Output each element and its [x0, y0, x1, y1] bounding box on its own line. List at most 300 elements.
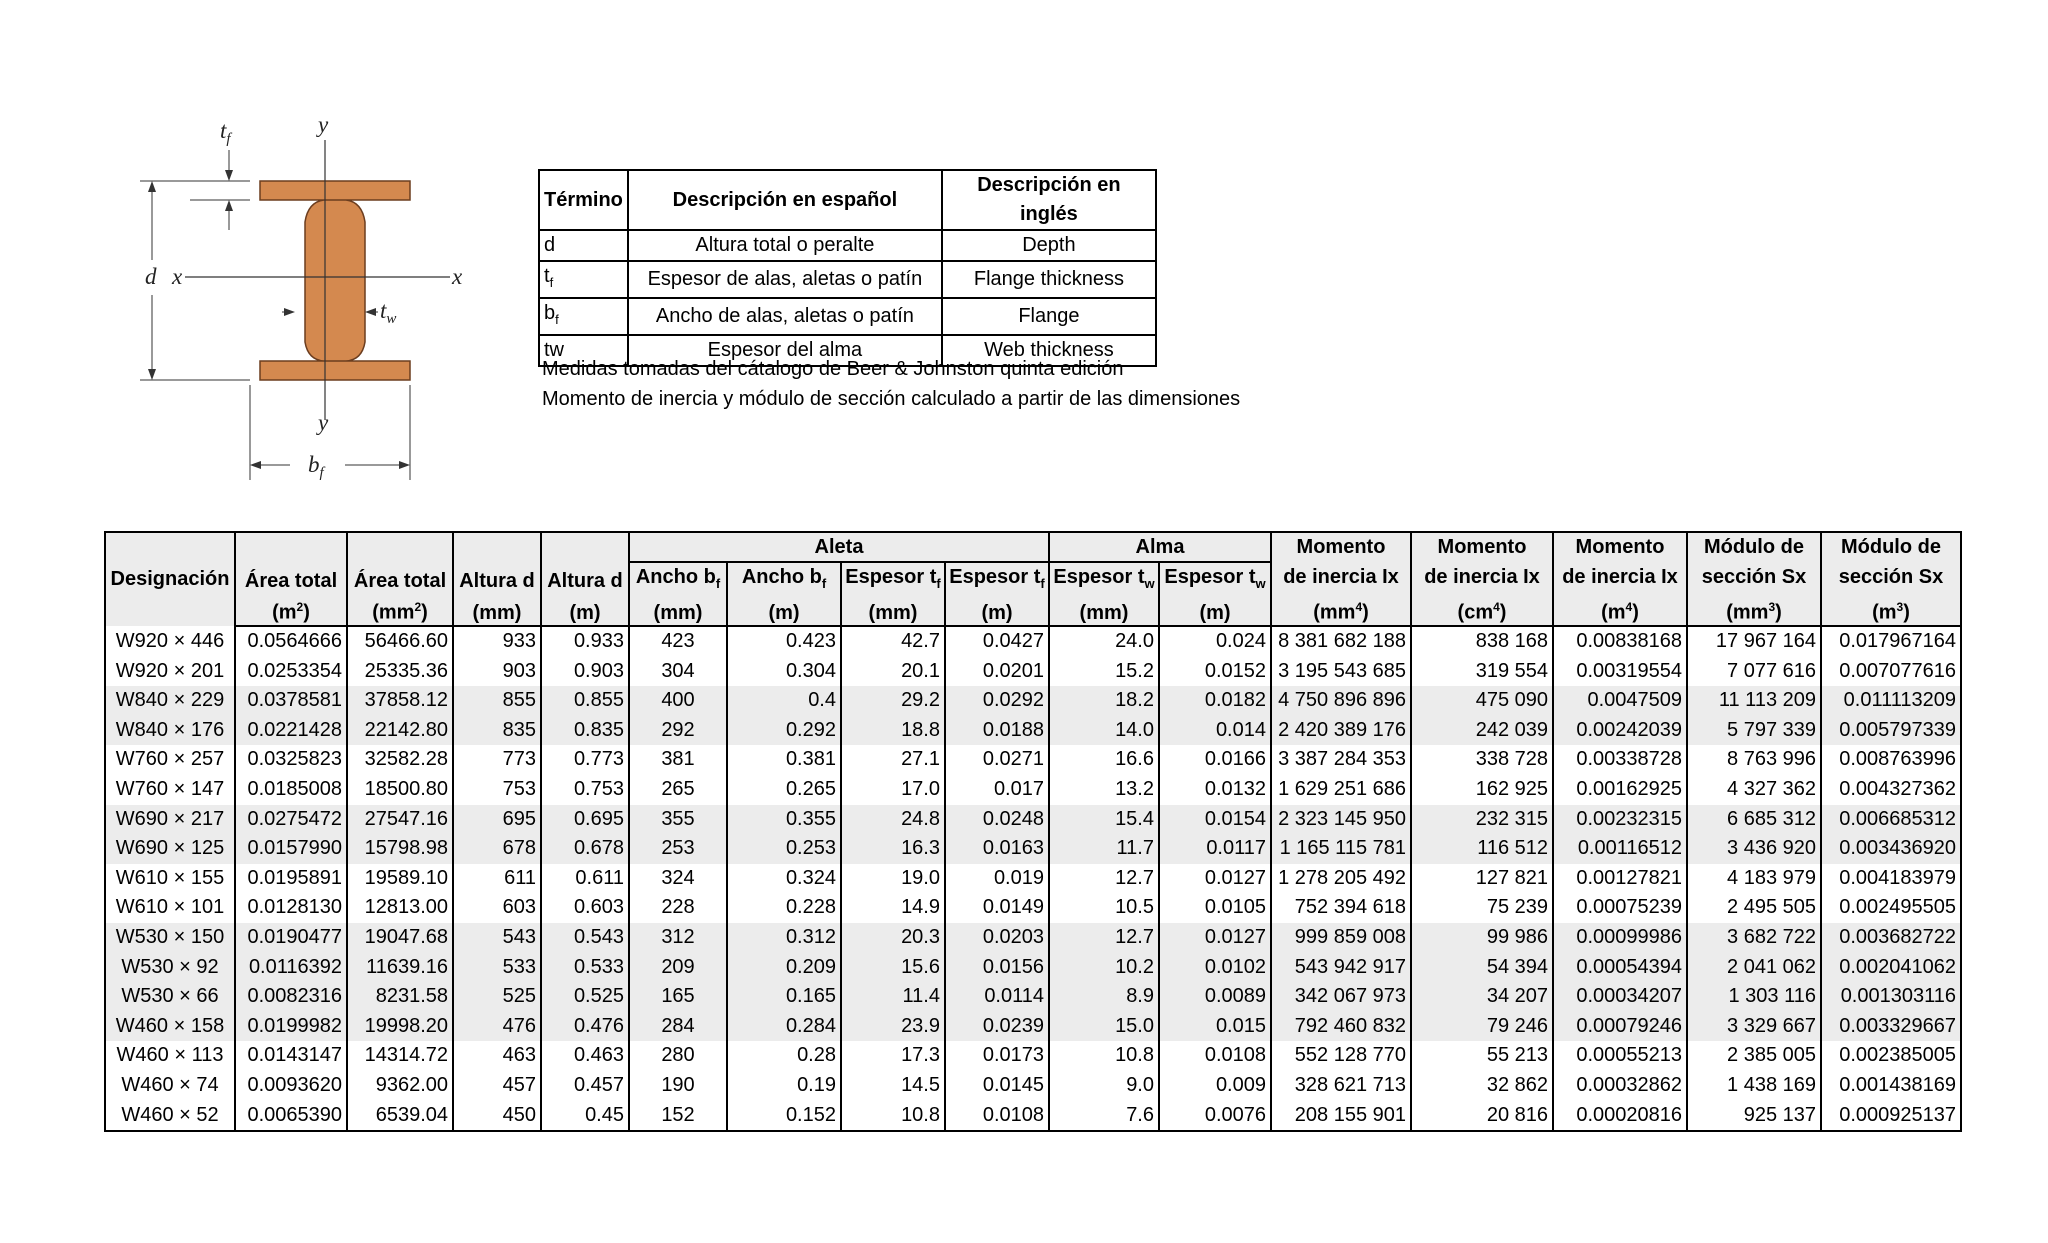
cell-espesor-f-m: 0.0427 — [945, 626, 1049, 657]
cell-espesor-f-mm: 14.9 — [841, 893, 945, 923]
cell-altura-m: 0.525 — [541, 982, 629, 1012]
cell-sx-mm3: 4 327 362 — [1687, 775, 1821, 805]
cell-ix-mm4: 1 165 115 781 — [1271, 834, 1411, 864]
cell-ix-m4: 0.00075239 — [1553, 893, 1687, 923]
cell-espesor-f-mm: 17.0 — [841, 775, 945, 805]
term-es-cell: Espesor de alas, aletas o patín — [628, 261, 942, 298]
cell-espesor-f-m: 0.0149 — [945, 893, 1049, 923]
term-es-cell: Espesor del alma — [628, 335, 942, 366]
table-row — [105, 626, 1961, 657]
header-area-m2: Área total — [235, 532, 347, 593]
cell-espesor-f-m: 0.0248 — [945, 805, 1049, 835]
term-cell: tw — [539, 335, 628, 366]
cell-altura-m: 0.753 — [541, 775, 629, 805]
cell-altura-m: 0.476 — [541, 1012, 629, 1042]
cell-ix-m4: 0.00319554 — [1553, 657, 1687, 687]
header-sx-m3-a: Módulo de — [1821, 532, 1961, 562]
table-row — [105, 775, 1961, 805]
cell-espesor-w-m: 0.015 — [1159, 1012, 1271, 1042]
cell-ix-mm4: 328 621 713 — [1271, 1071, 1411, 1101]
cell-altura-m: 0.457 — [541, 1071, 629, 1101]
cell-ix-mm4: 208 155 901 — [1271, 1101, 1411, 1132]
term-en-cell: Flange — [942, 298, 1156, 335]
cell-espesor-f-m: 0.0173 — [945, 1041, 1049, 1071]
cell-area-mm2: 37858.12 — [347, 686, 453, 716]
cell-ancho-mm: 284 — [629, 1012, 727, 1042]
cell-espesor-f-mm: 24.8 — [841, 805, 945, 835]
cell-ix-cm4: 79 246 — [1411, 1012, 1553, 1042]
cell-ancho-m: 0.381 — [727, 745, 841, 775]
cell-ix-cm4: 242 039 — [1411, 716, 1553, 746]
header-ix-cm4-b: de inercia Ix — [1411, 562, 1553, 593]
cell-area-mm2: 56466.60 — [347, 626, 453, 657]
terms-row — [539, 298, 1156, 335]
cell-sx-m3: 0.002495505 — [1821, 893, 1961, 923]
cell-altura-m: 0.603 — [541, 893, 629, 923]
cell-sx-m3: 0.003682722 — [1821, 923, 1961, 953]
cell-espesor-w-mm: 14.0 — [1049, 716, 1159, 746]
cell-altura-mm: 933 — [453, 626, 541, 657]
cell-sx-m3: 0.007077616 — [1821, 657, 1961, 687]
cell-espesor-w-m: 0.0117 — [1159, 834, 1271, 864]
terms-header-es: Descripción en español — [628, 170, 942, 230]
term-en-cell: Web thickness — [942, 335, 1156, 366]
cell-espesor-w-mm: 10.2 — [1049, 953, 1159, 983]
header-espesor-w-m: Espesor $t_w$ — [1159, 562, 1271, 593]
cell-area-m2: 0.0253354 — [235, 657, 347, 687]
unit-espesor-w-m: (m) — [1159, 593, 1271, 626]
y-axis-bottom-label: y — [318, 410, 329, 435]
term-en-cell: Depth — [942, 230, 1156, 261]
cell-ancho-mm: 152 — [629, 1101, 727, 1132]
cell-area-m2: 0.0116392 — [235, 953, 347, 983]
cell-sx-mm3: 925 137 — [1687, 1101, 1821, 1132]
cell-espesor-w-m: 0.0127 — [1159, 864, 1271, 894]
terms-header-en: Descripción en inglés — [942, 170, 1156, 230]
cell-sx-mm3: 11 113 209 — [1687, 686, 1821, 716]
cell-designacion: W460 × 158 — [105, 1012, 235, 1042]
unit-espesor-f-m: (m) — [945, 593, 1049, 626]
cell-espesor-w-mm: 18.2 — [1049, 686, 1159, 716]
cell-ix-m4: 0.00055213 — [1553, 1041, 1687, 1071]
table-row — [105, 864, 1961, 894]
cell-ancho-mm: 265 — [629, 775, 727, 805]
cell-designacion: W840 × 229 — [105, 686, 235, 716]
cell-altura-mm: 753 — [453, 775, 541, 805]
cell-sx-mm3: 1 438 169 — [1687, 1071, 1821, 1101]
unit-ix-m4: $(m^4)$ — [1553, 593, 1687, 626]
cell-ix-m4: 0.00079246 — [1553, 1012, 1687, 1042]
y-axis-top-label: y — [318, 112, 329, 137]
unit-altura-mm: (mm) — [453, 593, 541, 626]
cell-ix-mm4: 552 128 770 — [1271, 1041, 1411, 1071]
cell-designacion: W920 × 446 — [105, 626, 235, 657]
x-axis-left-label: x — [172, 264, 183, 289]
tw-label: $t_w$ — [380, 298, 397, 327]
cell-ix-mm4: 2 323 145 950 — [1271, 805, 1411, 835]
cell-sx-m3: 0.006685312 — [1821, 805, 1961, 835]
unit-ix-cm4: $(cm^4)$ — [1411, 593, 1553, 626]
cell-ancho-mm: 304 — [629, 657, 727, 687]
cell-sx-m3: 0.008763996 — [1821, 745, 1961, 775]
cell-espesor-f-m: 0.0163 — [945, 834, 1049, 864]
cell-sx-m3: 0.003436920 — [1821, 834, 1961, 864]
cell-ix-m4: 0.00034207 — [1553, 982, 1687, 1012]
cell-espesor-f-m: 0.0114 — [945, 982, 1049, 1012]
unit-altura-m: (m) — [541, 593, 629, 626]
cell-sx-mm3: 4 183 979 — [1687, 864, 1821, 894]
cell-altura-m: 0.45 — [541, 1101, 629, 1132]
table-row — [105, 834, 1961, 864]
cell-espesor-w-m: 0.0154 — [1159, 805, 1271, 835]
cell-sx-m3: 0.000925137 — [1821, 1101, 1961, 1132]
cell-sx-m3: 0.004327362 — [1821, 775, 1961, 805]
cell-ix-cm4: 338 728 — [1411, 745, 1553, 775]
cell-ix-mm4: 999 859 008 — [1271, 923, 1411, 953]
cell-espesor-w-m: 0.014 — [1159, 716, 1271, 746]
cell-designacion: W760 × 257 — [105, 745, 235, 775]
cell-ancho-m: 0.312 — [727, 923, 841, 953]
cell-sx-mm3: 3 436 920 — [1687, 834, 1821, 864]
cell-sx-m3: 0.017967164 — [1821, 626, 1961, 657]
cell-area-m2: 0.0157990 — [235, 834, 347, 864]
cell-ancho-m: 0.292 — [727, 716, 841, 746]
cell-area-m2: 0.0143147 — [235, 1041, 347, 1071]
unit-area-mm2: $(mm^2)$ — [347, 593, 453, 626]
cell-ix-mm4: 1 629 251 686 — [1271, 775, 1411, 805]
cell-altura-mm: 457 — [453, 1071, 541, 1101]
header-ix-m4-a: Momento — [1553, 532, 1687, 562]
cell-ix-cm4: 475 090 — [1411, 686, 1553, 716]
cell-altura-mm: 476 — [453, 1012, 541, 1042]
cell-espesor-f-m: 0.0145 — [945, 1071, 1049, 1101]
cell-ancho-mm: 228 — [629, 893, 727, 923]
cell-sx-m3: 0.002385005 — [1821, 1041, 1961, 1071]
term-cell: $t_f$ — [539, 261, 628, 298]
cell-ancho-mm: 209 — [629, 953, 727, 983]
cell-altura-mm: 543 — [453, 923, 541, 953]
cell-espesor-w-m: 0.0108 — [1159, 1041, 1271, 1071]
terms-row — [539, 230, 1156, 261]
header-designacion: Designación — [105, 532, 235, 626]
unit-espesor-f-mm: (mm) — [841, 593, 945, 626]
cell-ancho-m: 0.253 — [727, 834, 841, 864]
table-row — [105, 923, 1961, 953]
cell-espesor-w-m: 0.024 — [1159, 626, 1271, 657]
cell-ix-cm4: 232 315 — [1411, 805, 1553, 835]
cell-area-mm2: 12813.00 — [347, 893, 453, 923]
cell-area-m2: 0.0221428 — [235, 716, 347, 746]
cell-espesor-f-m: 0.0108 — [945, 1101, 1049, 1132]
term-es-cell: Altura total o peralte — [628, 230, 942, 261]
cell-ancho-mm: 400 — [629, 686, 727, 716]
cell-designacion: W610 × 155 — [105, 864, 235, 894]
cell-ancho-m: 0.228 — [727, 893, 841, 923]
cell-ancho-mm: 190 — [629, 1071, 727, 1101]
cell-ancho-m: 0.19 — [727, 1071, 841, 1101]
cell-area-m2: 0.0190477 — [235, 923, 347, 953]
cell-designacion: W460 × 113 — [105, 1041, 235, 1071]
cell-ancho-m: 0.165 — [727, 982, 841, 1012]
cell-ix-cm4: 838 168 — [1411, 626, 1553, 657]
cell-ancho-m: 0.4 — [727, 686, 841, 716]
cell-espesor-w-mm: 15.2 — [1049, 657, 1159, 687]
cell-area-mm2: 8231.58 — [347, 982, 453, 1012]
table-row — [105, 1071, 1961, 1101]
cell-sx-mm3: 5 797 339 — [1687, 716, 1821, 746]
cell-designacion: W530 × 92 — [105, 953, 235, 983]
note-calculation: Momento de inercia y módulo de sección calculado a partir de las dimensiones — [542, 388, 1241, 410]
header-espesor-f-m: Espesor $t_f$ — [945, 562, 1049, 593]
cell-altura-m: 0.903 — [541, 657, 629, 687]
cell-altura-m: 0.463 — [541, 1041, 629, 1071]
cell-ancho-m: 0.28 — [727, 1041, 841, 1071]
cell-espesor-w-mm: 10.8 — [1049, 1041, 1159, 1071]
cell-sx-m3: 0.003329667 — [1821, 1012, 1961, 1042]
cell-designacion: W690 × 125 — [105, 834, 235, 864]
cell-ix-m4: 0.00054394 — [1553, 953, 1687, 983]
cell-area-m2: 0.0082316 — [235, 982, 347, 1012]
tf-label: $t_f$ — [220, 118, 231, 147]
cell-area-m2: 0.0564666 — [235, 626, 347, 657]
cell-ix-cm4: 34 207 — [1411, 982, 1553, 1012]
cell-espesor-f-mm: 20.1 — [841, 657, 945, 687]
header-sx-mm3-b: sección Sx — [1687, 562, 1821, 593]
cell-altura-mm: 525 — [453, 982, 541, 1012]
cell-ix-cm4: 20 816 — [1411, 1101, 1553, 1132]
cell-ancho-mm: 381 — [629, 745, 727, 775]
cell-altura-mm: 463 — [453, 1041, 541, 1071]
cell-altura-mm: 835 — [453, 716, 541, 746]
cell-espesor-w-m: 0.0132 — [1159, 775, 1271, 805]
cell-altura-m: 0.835 — [541, 716, 629, 746]
header-ancho-mm: Ancho $b_f$ — [629, 562, 727, 593]
d-label: d — [145, 264, 157, 289]
terms-row — [539, 261, 1156, 298]
cell-ix-cm4: 54 394 — [1411, 953, 1553, 983]
cell-espesor-w-m: 0.0127 — [1159, 923, 1271, 953]
cell-ix-mm4: 4 750 896 896 — [1271, 686, 1411, 716]
group-header-alma: Alma — [1049, 532, 1271, 562]
cell-area-mm2: 6539.04 — [347, 1101, 453, 1132]
cell-area-m2: 0.0275472 — [235, 805, 347, 835]
cell-ix-m4: 0.00127821 — [1553, 864, 1687, 894]
header-espesor-w-mm: Espesor $t_w$ — [1049, 562, 1159, 593]
cell-espesor-w-mm: 7.6 — [1049, 1101, 1159, 1132]
cell-espesor-w-mm: 9.0 — [1049, 1071, 1159, 1101]
cell-espesor-w-mm: 8.9 — [1049, 982, 1159, 1012]
cell-sx-mm3: 6 685 312 — [1687, 805, 1821, 835]
cell-ancho-mm: 423 — [629, 626, 727, 657]
cell-altura-mm: 611 — [453, 864, 541, 894]
beam-table-body — [105, 626, 1961, 1131]
cell-ix-cm4: 116 512 — [1411, 834, 1553, 864]
cell-espesor-w-m: 0.0166 — [1159, 745, 1271, 775]
cell-espesor-w-mm: 12.7 — [1049, 923, 1159, 953]
cell-espesor-f-mm: 16.3 — [841, 834, 945, 864]
cell-espesor-w-m: 0.0105 — [1159, 893, 1271, 923]
cell-espesor-f-mm: 10.8 — [841, 1101, 945, 1132]
table-row — [105, 893, 1961, 923]
cell-ix-cm4: 55 213 — [1411, 1041, 1553, 1071]
cell-espesor-f-mm: 14.5 — [841, 1071, 945, 1101]
cell-ancho-m: 0.209 — [727, 953, 841, 983]
x-axis-right-label: x — [452, 264, 463, 289]
header-ix-cm4-a: Momento — [1411, 532, 1553, 562]
cell-espesor-f-mm: 18.8 — [841, 716, 945, 746]
bf-label: $b_f$ — [308, 452, 324, 481]
cell-ancho-mm: 165 — [629, 982, 727, 1012]
table-row — [105, 657, 1961, 687]
table-row — [105, 805, 1961, 835]
cell-sx-mm3: 3 682 722 — [1687, 923, 1821, 953]
cell-espesor-w-mm: 15.4 — [1049, 805, 1159, 835]
cell-ix-mm4: 543 942 917 — [1271, 953, 1411, 983]
cell-altura-m: 0.695 — [541, 805, 629, 835]
header-altura-mm: Altura d — [453, 532, 541, 593]
cell-ancho-m: 0.284 — [727, 1012, 841, 1042]
cell-espesor-f-mm: 11.4 — [841, 982, 945, 1012]
cell-area-m2: 0.0128130 — [235, 893, 347, 923]
unit-sx-m3: $(m^3)$ — [1821, 593, 1961, 626]
cell-espesor-f-mm: 27.1 — [841, 745, 945, 775]
table-row — [105, 745, 1961, 775]
cell-espesor-w-m: 0.0182 — [1159, 686, 1271, 716]
cell-sx-mm3: 2 041 062 — [1687, 953, 1821, 983]
cell-espesor-f-m: 0.0201 — [945, 657, 1049, 687]
header-area-mm2: Área total — [347, 532, 453, 593]
cell-ix-mm4: 1 278 205 492 — [1271, 864, 1411, 894]
cell-ix-m4: 0.00838168 — [1553, 626, 1687, 657]
cell-sx-mm3: 8 763 996 — [1687, 745, 1821, 775]
cell-ix-m4: 0.00162925 — [1553, 775, 1687, 805]
cell-area-mm2: 11639.16 — [347, 953, 453, 983]
cell-designacion: W460 × 52 — [105, 1101, 235, 1132]
cell-ix-cm4: 75 239 — [1411, 893, 1553, 923]
cell-altura-mm: 603 — [453, 893, 541, 923]
cell-altura-mm: 903 — [453, 657, 541, 687]
cell-altura-m: 0.773 — [541, 745, 629, 775]
table-row — [105, 1012, 1961, 1042]
cell-ancho-mm: 253 — [629, 834, 727, 864]
cell-espesor-f-m: 0.0203 — [945, 923, 1049, 953]
cell-ancho-mm: 324 — [629, 864, 727, 894]
cell-espesor-f-mm: 42.7 — [841, 626, 945, 657]
cell-ix-cm4: 162 925 — [1411, 775, 1553, 805]
table-row — [105, 686, 1961, 716]
cell-ix-cm4: 32 862 — [1411, 1071, 1553, 1101]
cell-area-mm2: 27547.16 — [347, 805, 453, 835]
table-row — [105, 1101, 1961, 1132]
cell-espesor-f-mm: 17.3 — [841, 1041, 945, 1071]
unit-ancho-mm: (mm) — [629, 593, 727, 626]
cell-sx-m3: 0.011113209 — [1821, 686, 1961, 716]
cell-sx-m3: 0.005797339 — [1821, 716, 1961, 746]
cell-espesor-w-m: 0.0089 — [1159, 982, 1271, 1012]
header-ix-m4-b: de inercia Ix — [1553, 562, 1687, 593]
table-row — [105, 1041, 1961, 1071]
cell-ancho-m: 0.355 — [727, 805, 841, 835]
cell-ix-m4: 0.00242039 — [1553, 716, 1687, 746]
cell-altura-mm: 773 — [453, 745, 541, 775]
cell-ix-mm4: 342 067 973 — [1271, 982, 1411, 1012]
cell-altura-mm: 695 — [453, 805, 541, 835]
cell-ix-mm4: 3 387 284 353 — [1271, 745, 1411, 775]
cell-espesor-w-m: 0.0076 — [1159, 1101, 1271, 1132]
cell-espesor-w-mm: 24.0 — [1049, 626, 1159, 657]
cell-ix-mm4: 3 195 543 685 — [1271, 657, 1411, 687]
cell-altura-m: 0.678 — [541, 834, 629, 864]
i-beam-figure — [130, 110, 490, 490]
cell-ancho-m: 0.324 — [727, 864, 841, 894]
term-cell: d — [539, 230, 628, 261]
cell-area-mm2: 19998.20 — [347, 1012, 453, 1042]
cell-espesor-f-m: 0.0188 — [945, 716, 1049, 746]
cell-ix-m4: 0.00232315 — [1553, 805, 1687, 835]
cell-espesor-w-mm: 15.0 — [1049, 1012, 1159, 1042]
cell-altura-mm: 855 — [453, 686, 541, 716]
cell-altura-mm: 450 — [453, 1101, 541, 1132]
cell-ancho-m: 0.152 — [727, 1101, 841, 1132]
unit-espesor-w-mm: (mm) — [1049, 593, 1159, 626]
cell-espesor-w-m: 0.009 — [1159, 1071, 1271, 1101]
cell-ancho-mm: 280 — [629, 1041, 727, 1071]
unit-area-m2: $(m^2)$ — [235, 593, 347, 626]
cell-sx-m3: 0.002041062 — [1821, 953, 1961, 983]
cell-sx-mm3: 1 303 116 — [1687, 982, 1821, 1012]
cell-ix-m4: 0.00338728 — [1553, 745, 1687, 775]
cell-area-m2: 0.0185008 — [235, 775, 347, 805]
cell-espesor-f-m: 0.017 — [945, 775, 1049, 805]
cell-designacion: W610 × 101 — [105, 893, 235, 923]
note-source: Medidas tomadas del cátalogo de Beer & Johnston quinta edición — [542, 358, 1124, 380]
group-header-aleta: Aleta — [629, 532, 1049, 562]
cell-espesor-f-mm: 15.6 — [841, 953, 945, 983]
cell-sx-mm3: 2 385 005 — [1687, 1041, 1821, 1071]
cell-sx-mm3: 17 967 164 — [1687, 626, 1821, 657]
cell-ancho-m: 0.423 — [727, 626, 841, 657]
cell-ancho-mm: 292 — [629, 716, 727, 746]
table-row — [105, 982, 1961, 1012]
cell-altura-m: 0.543 — [541, 923, 629, 953]
term-es-cell: Ancho de alas, aletas o patín — [628, 298, 942, 335]
cell-espesor-f-mm: 23.9 — [841, 1012, 945, 1042]
cell-espesor-w-mm: 10.5 — [1049, 893, 1159, 923]
cell-altura-m: 0.611 — [541, 864, 629, 894]
unit-ancho-m: (m) — [727, 593, 841, 626]
cell-ancho-mm: 312 — [629, 923, 727, 953]
cell-espesor-w-mm: 12.7 — [1049, 864, 1159, 894]
beam-properties-table — [104, 531, 1962, 1132]
header-sx-mm3-a: Módulo de — [1687, 532, 1821, 562]
unit-ix-mm4: $(mm^4)$ — [1271, 593, 1411, 626]
cell-sx-m3: 0.001303116 — [1821, 982, 1961, 1012]
cell-ix-m4: 0.00032862 — [1553, 1071, 1687, 1101]
cell-ix-mm4: 752 394 618 — [1271, 893, 1411, 923]
header-ix-mm4-b: de inercia Ix — [1271, 562, 1411, 593]
cell-altura-mm: 533 — [453, 953, 541, 983]
cell-ix-cm4: 99 986 — [1411, 923, 1553, 953]
cell-designacion: W690 × 217 — [105, 805, 235, 835]
cell-espesor-w-mm: 11.7 — [1049, 834, 1159, 864]
cell-ix-mm4: 792 460 832 — [1271, 1012, 1411, 1042]
notes — [542, 354, 1240, 414]
cell-designacion: W920 × 201 — [105, 657, 235, 687]
cell-ancho-m: 0.304 — [727, 657, 841, 687]
term-cell: $b_f$ — [539, 298, 628, 335]
cell-area-mm2: 18500.80 — [347, 775, 453, 805]
cell-designacion: W530 × 150 — [105, 923, 235, 953]
